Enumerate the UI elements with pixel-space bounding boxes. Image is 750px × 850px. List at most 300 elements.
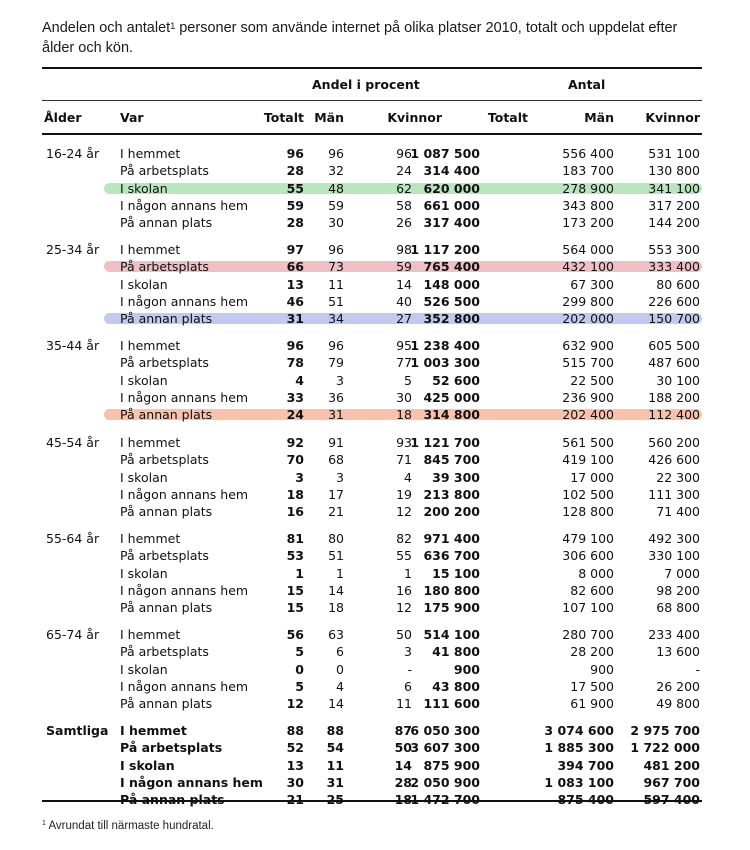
table-row — [42, 695, 702, 712]
count-men-cell: 278 900 — [562, 180, 614, 196]
count-men-cell: 280 700 — [562, 627, 614, 642]
count-women-cell: 26 200 — [656, 678, 700, 694]
top-rule — [42, 67, 702, 69]
count-total-cell: 636 700 — [423, 548, 480, 564]
count-women-cell: 13 600 — [656, 644, 700, 660]
location-cell: I skolan — [120, 180, 168, 196]
percent-total-cell: 55 — [286, 180, 304, 196]
count-total-cell: 111 600 — [423, 696, 480, 712]
table-caption — [42, 18, 712, 58]
count-women-cell: 487 600 — [648, 355, 700, 371]
percent-women-cell: 96 — [396, 146, 412, 161]
percent-men-cell: 0 — [336, 661, 344, 677]
table-row — [42, 503, 702, 520]
count-total-cell: 43 800 — [432, 678, 480, 694]
percent-total-cell: 78 — [286, 355, 304, 371]
location-cell: På annan plats — [120, 696, 213, 712]
count-women-cell: 317 200 — [648, 197, 700, 213]
count-total-cell: 3 607 300 — [410, 740, 480, 756]
count-total-cell: 52 600 — [432, 372, 480, 388]
percent-women-cell: 87 — [394, 723, 412, 738]
count-total-cell: 1 117 200 — [410, 242, 480, 257]
percent-men-cell: 14 — [328, 696, 344, 712]
percent-men-cell: 51 — [328, 293, 344, 309]
percent-total-cell: 33 — [286, 389, 304, 405]
percent-total-cell: 92 — [286, 435, 304, 450]
percent-total-cell: 30 — [286, 774, 304, 790]
age-cell: 35-44 år — [46, 338, 100, 353]
percent-total-cell: 24 — [286, 407, 304, 423]
table-row — [42, 643, 702, 660]
table-row — [42, 197, 702, 214]
count-women-cell: 1 722 000 — [630, 740, 700, 756]
location-cell: I hemmet — [120, 146, 181, 161]
table-row — [42, 599, 702, 616]
count-men-cell: 561 500 — [562, 435, 614, 450]
table-row — [42, 582, 702, 599]
age-cell: 55-64 år — [46, 531, 100, 546]
percent-women-cell: 16 — [396, 582, 412, 598]
count-men-cell: 556 400 — [562, 146, 614, 161]
percent-total-cell: 0 — [295, 661, 304, 677]
percent-total-cell: 96 — [286, 146, 304, 161]
table-row — [42, 626, 702, 643]
table-row — [42, 469, 702, 486]
percent-total-cell: 4 — [295, 372, 304, 388]
count-men-cell: 8 000 — [578, 565, 614, 581]
header-rule — [42, 133, 702, 135]
location-cell: I hemmet — [120, 435, 181, 450]
table-row — [42, 214, 702, 231]
count-women-cell: 111 300 — [648, 486, 700, 502]
percent-total-cell: 53 — [286, 548, 304, 564]
count-total-cell: 971 400 — [423, 531, 480, 546]
percent-women-cell: 95 — [396, 338, 412, 353]
percent-women-cell: 98 — [396, 242, 412, 257]
table-row — [42, 337, 702, 354]
location-cell: I skolan — [120, 565, 168, 581]
count-men-cell: 515 700 — [562, 355, 614, 371]
age-cell: 65-74 år — [46, 627, 100, 642]
table-row — [42, 406, 702, 423]
percent-total-cell: 13 — [286, 276, 304, 292]
count-women-cell: 49 800 — [656, 696, 700, 712]
location-cell: I någon annans hem — [120, 293, 249, 309]
count-total-cell: 148 000 — [423, 276, 480, 292]
count-total-cell: 39 300 — [432, 469, 480, 485]
location-cell: I skolan — [120, 757, 175, 773]
location-cell: På annan plats — [120, 600, 213, 616]
col-header-where: Var — [120, 110, 144, 125]
group-header-count: Antal — [568, 77, 606, 92]
col-header-cnt-men: Män — [584, 110, 614, 125]
count-total-cell: 1 087 500 — [410, 146, 480, 161]
table-row — [42, 434, 702, 451]
table-row — [42, 661, 702, 678]
count-men-cell: 394 700 — [557, 757, 614, 773]
col-header-pct-total: Totalt — [263, 110, 304, 125]
bottom-rule — [42, 800, 702, 802]
percent-total-cell: 28 — [286, 215, 304, 231]
percent-women-cell: 93 — [396, 435, 412, 450]
table-row — [42, 389, 702, 406]
percent-women-cell: 12 — [396, 600, 412, 616]
table-row — [42, 547, 702, 564]
table-row — [42, 739, 702, 756]
count-men-cell: 173 200 — [562, 215, 614, 231]
percent-women-cell: 12 — [396, 504, 412, 520]
age-cell: 25-34 år — [46, 242, 100, 257]
percent-men-cell: 14 — [328, 582, 344, 598]
percent-men-cell: 34 — [328, 311, 344, 327]
percent-total-cell: 59 — [286, 197, 304, 213]
count-total-cell: 200 200 — [423, 504, 480, 520]
count-women-cell: 22 300 — [656, 469, 700, 485]
percent-women-cell: 58 — [396, 197, 412, 213]
count-women-cell: 481 200 — [643, 757, 700, 773]
count-men-cell: 102 500 — [562, 486, 614, 502]
age-cell: Samtliga — [46, 723, 109, 738]
count-men-cell: 3 074 600 — [544, 723, 614, 738]
percent-women-cell: 82 — [396, 531, 412, 546]
count-total-cell: 765 400 — [423, 259, 480, 275]
count-total-cell: 845 700 — [423, 452, 480, 468]
table-row — [42, 678, 702, 695]
count-total-cell: 6 050 300 — [410, 723, 480, 738]
location-cell: I någon annans hem — [120, 486, 249, 502]
percent-total-cell: 66 — [286, 259, 304, 275]
count-men-cell: 306 600 — [562, 548, 614, 564]
table-row — [42, 162, 702, 179]
footnote-marker: 1 — [170, 21, 176, 31]
percent-women-cell: 62 — [396, 180, 412, 196]
percent-total-cell: 28 — [286, 163, 304, 179]
percent-total-cell: 1 — [295, 565, 304, 581]
count-women-cell: 333 400 — [648, 259, 700, 275]
count-women-cell: 112 400 — [648, 407, 700, 423]
count-men-cell: 67 300 — [570, 276, 614, 292]
count-total-cell: 875 900 — [423, 757, 480, 773]
count-women-cell: 144 200 — [648, 215, 700, 231]
percent-total-cell: 88 — [286, 723, 304, 738]
count-total-cell: 661 000 — [423, 197, 480, 213]
location-cell: I någon annans hem — [120, 582, 249, 598]
percent-total-cell: 5 — [295, 644, 304, 660]
count-total-cell: 314 400 — [423, 163, 480, 179]
count-men-cell: 236 900 — [562, 389, 614, 405]
percent-total-cell: 15 — [286, 600, 304, 616]
col-header-pct-men: Män — [314, 110, 344, 125]
percent-men-cell: 96 — [328, 338, 344, 353]
count-men-cell: 343 800 — [562, 197, 614, 213]
location-cell: I skolan — [120, 661, 168, 677]
percent-men-cell: 36 — [328, 389, 344, 405]
count-women-cell: 71 400 — [656, 504, 700, 520]
percent-total-cell: 31 — [286, 311, 304, 327]
percent-total-cell: 13 — [286, 757, 304, 773]
percent-women-cell: 14 — [396, 276, 412, 292]
location-cell: I hemmet — [120, 242, 181, 257]
percent-women-cell: 1 — [404, 565, 412, 581]
count-total-cell: 514 100 — [423, 627, 480, 642]
location-cell: I skolan — [120, 372, 168, 388]
count-women-cell: 967 700 — [643, 774, 700, 790]
count-men-cell: 419 100 — [562, 452, 614, 468]
count-women-cell: 492 300 — [648, 531, 700, 546]
count-men-cell: 28 200 — [570, 644, 614, 660]
count-women-cell: 80 600 — [656, 276, 700, 292]
percent-women-cell: 50 — [394, 740, 412, 756]
percent-women-cell: 26 — [396, 215, 412, 231]
col-header-pct-women: Kvinnor — [387, 110, 442, 125]
location-cell: På arbetsplats — [120, 259, 209, 275]
percent-women-cell: 27 — [396, 311, 412, 327]
col-header-age: Ålder — [44, 110, 82, 125]
count-men-cell: 17 000 — [570, 469, 614, 485]
percent-men-cell: 80 — [328, 531, 344, 546]
percent-men-cell: 54 — [326, 740, 344, 756]
count-total-cell: 1 003 300 — [410, 355, 480, 371]
count-total-cell: 175 900 — [423, 600, 480, 616]
count-men-cell: 564 000 — [562, 242, 614, 257]
percent-men-cell: 17 — [328, 486, 344, 502]
location-cell: På arbetsplats — [120, 355, 209, 371]
count-women-cell: - — [695, 661, 700, 677]
location-cell: I skolan — [120, 469, 168, 485]
percent-men-cell: 91 — [328, 435, 344, 450]
location-cell: På annan plats — [120, 311, 213, 327]
count-men-cell: 107 100 — [562, 600, 614, 616]
count-total-cell: 41 800 — [432, 644, 480, 660]
location-cell: På arbetsplats — [120, 163, 209, 179]
percent-men-cell: 4 — [336, 678, 344, 694]
count-total-cell: 213 800 — [423, 486, 480, 502]
table-row — [42, 774, 702, 791]
percent-total-cell: 3 — [295, 469, 304, 485]
count-women-cell: 150 700 — [648, 311, 700, 327]
table-row — [42, 486, 702, 503]
count-men-cell: 22 500 — [570, 372, 614, 388]
table-row — [42, 722, 702, 739]
count-total-cell: 352 800 — [423, 311, 480, 327]
percent-men-cell: 3 — [336, 469, 344, 485]
count-total-cell: 1 121 700 — [410, 435, 480, 450]
location-cell: I någon annans hem — [120, 774, 263, 790]
percent-women-cell: 71 — [396, 452, 412, 468]
count-total-cell: 1 238 400 — [410, 338, 480, 353]
percent-women-cell: 30 — [396, 389, 412, 405]
count-women-cell: 341 100 — [648, 180, 700, 196]
count-men-cell: 128 800 — [562, 504, 614, 520]
table-row — [42, 258, 702, 275]
footnote-marker: 1 — [42, 820, 46, 827]
table-row — [42, 310, 702, 327]
count-women-cell: 330 100 — [648, 548, 700, 564]
percent-women-cell: 5 — [404, 372, 412, 388]
percent-women-cell: 77 — [396, 355, 412, 371]
count-total-cell: 526 500 — [423, 293, 480, 309]
percent-men-cell: 32 — [328, 163, 344, 179]
percent-women-cell: 40 — [396, 293, 412, 309]
location-cell: I hemmet — [120, 531, 181, 546]
percent-total-cell: 52 — [286, 740, 304, 756]
count-total-cell: 900 — [453, 661, 480, 677]
percent-total-cell: 12 — [286, 696, 304, 712]
count-women-cell: 130 800 — [648, 163, 700, 179]
table-row — [42, 354, 702, 371]
count-men-cell: 299 800 — [562, 293, 614, 309]
percent-women-cell: 14 — [394, 757, 412, 773]
count-total-cell: 425 000 — [423, 389, 480, 405]
count-men-cell: 82 600 — [570, 582, 614, 598]
count-men-cell: 900 — [590, 661, 614, 677]
percent-total-cell: 97 — [286, 242, 304, 257]
caption-text: Andelen och antalet — [42, 20, 171, 36]
percent-men-cell: 18 — [328, 600, 344, 616]
count-total-cell: 620 000 — [423, 180, 480, 196]
count-women-cell: 553 300 — [648, 242, 700, 257]
location-cell: I någon annans hem — [120, 678, 249, 694]
percent-men-cell: 88 — [326, 723, 344, 738]
location-cell: I hemmet — [120, 627, 181, 642]
percent-women-cell: 55 — [396, 548, 412, 564]
percent-women-cell: 50 — [396, 627, 412, 642]
percent-total-cell: 81 — [286, 531, 304, 546]
table-row — [42, 451, 702, 468]
location-cell: På annan plats — [120, 215, 213, 231]
percent-women-cell: 24 — [396, 163, 412, 179]
count-men-cell: 202 000 — [562, 311, 614, 327]
count-total-cell: 314 800 — [423, 407, 480, 423]
count-men-cell: 17 500 — [570, 678, 614, 694]
location-cell: I någon annans hem — [120, 197, 249, 213]
percent-men-cell: 79 — [328, 355, 344, 371]
percent-women-cell: 4 — [404, 469, 412, 485]
percent-men-cell: 96 — [328, 146, 344, 161]
table-row — [42, 530, 702, 547]
percent-men-cell: 73 — [328, 259, 344, 275]
table-row — [42, 565, 702, 582]
percent-men-cell: 51 — [328, 548, 344, 564]
percent-women-cell: 3 — [404, 644, 412, 660]
percent-men-cell: 30 — [328, 215, 344, 231]
count-women-cell: 531 100 — [648, 146, 700, 161]
percent-women-cell: 28 — [394, 774, 412, 790]
percent-women-cell: 11 — [396, 696, 412, 712]
percent-women-cell: - — [407, 661, 412, 677]
table-row — [42, 241, 702, 258]
count-total-cell: 180 800 — [423, 582, 480, 598]
percent-men-cell: 48 — [328, 180, 344, 196]
count-women-cell: 233 400 — [648, 627, 700, 642]
count-women-cell: 68 800 — [656, 600, 700, 616]
count-men-cell: 183 700 — [562, 163, 614, 179]
percent-total-cell: 5 — [295, 678, 304, 694]
location-cell: På arbetsplats — [120, 644, 209, 660]
location-cell: På arbetsplats — [120, 452, 209, 468]
col-header-cnt-women: Kvinnor — [645, 110, 700, 125]
count-total-cell: 317 400 — [423, 215, 480, 231]
percent-women-cell: 6 — [404, 678, 412, 694]
count-women-cell: 7 000 — [664, 565, 700, 581]
group-header-percent: Andel i procent — [312, 77, 420, 92]
location-cell: I hemmet — [120, 723, 187, 738]
count-women-cell: 188 200 — [648, 389, 700, 405]
count-women-cell: 98 200 — [656, 582, 700, 598]
count-women-cell: 30 100 — [656, 372, 700, 388]
location-cell: I skolan — [120, 276, 168, 292]
location-cell: På arbetsplats — [120, 548, 209, 564]
table-row — [42, 180, 702, 197]
group-header-rule — [42, 100, 702, 101]
count-men-cell: 632 900 — [562, 338, 614, 353]
table-row — [42, 293, 702, 310]
col-header-cnt-total: Totalt — [487, 110, 528, 125]
percent-total-cell: 56 — [286, 627, 304, 642]
percent-men-cell: 11 — [326, 757, 344, 773]
table-row — [42, 372, 702, 389]
percent-total-cell: 96 — [286, 338, 304, 353]
age-cell: 16-24 år — [46, 146, 100, 161]
percent-men-cell: 96 — [328, 242, 344, 257]
percent-total-cell: 16 — [286, 504, 304, 520]
count-men-cell: 1 885 300 — [544, 740, 614, 756]
table-row — [42, 757, 702, 774]
footnote-text: Avrundat till närmaste hundratal. — [45, 820, 214, 832]
count-men-cell: 1 083 100 — [544, 774, 614, 790]
count-women-cell: 426 600 — [648, 452, 700, 468]
location-cell: På annan plats — [120, 407, 213, 423]
percent-men-cell: 21 — [328, 504, 344, 520]
percent-men-cell: 6 — [336, 644, 344, 660]
percent-total-cell: 70 — [286, 452, 304, 468]
footnote — [42, 820, 214, 832]
count-men-cell: 479 100 — [562, 531, 614, 546]
count-women-cell: 560 200 — [648, 435, 700, 450]
percent-total-cell: 18 — [286, 486, 304, 502]
count-women-cell: 2 975 700 — [630, 723, 700, 738]
count-men-cell: 202 400 — [562, 407, 614, 423]
percent-men-cell: 68 — [328, 452, 344, 468]
location-cell: På arbetsplats — [120, 740, 223, 756]
percent-women-cell: 19 — [396, 486, 412, 502]
percent-men-cell: 63 — [328, 627, 344, 642]
count-men-cell: 61 900 — [570, 696, 614, 712]
caption-text-rest: personer som använde internet på olika platser 2010, totalt och uppdelat efter ålder och kön. — [42, 20, 678, 56]
count-total-cell: 15 100 — [432, 565, 480, 581]
count-women-cell: 226 600 — [648, 293, 700, 309]
percent-men-cell: 1 — [336, 565, 344, 581]
table-row — [42, 145, 702, 162]
percent-men-cell: 3 — [336, 372, 344, 388]
table-row — [42, 276, 702, 293]
count-men-cell: 432 100 — [562, 259, 614, 275]
percent-total-cell: 15 — [286, 582, 304, 598]
percent-men-cell: 31 — [328, 407, 344, 423]
percent-women-cell: 59 — [396, 259, 412, 275]
location-cell: På annan plats — [120, 504, 213, 520]
percent-men-cell: 11 — [328, 276, 344, 292]
percent-women-cell: 18 — [396, 407, 412, 423]
percent-total-cell: 46 — [286, 293, 304, 309]
count-women-cell: 605 500 — [648, 338, 700, 353]
location-cell: I hemmet — [120, 338, 181, 353]
percent-men-cell: 59 — [328, 197, 344, 213]
location-cell: I någon annans hem — [120, 389, 249, 405]
count-total-cell: 2 050 900 — [410, 774, 480, 790]
percent-men-cell: 31 — [326, 774, 344, 790]
age-cell: 45-54 år — [46, 435, 100, 450]
